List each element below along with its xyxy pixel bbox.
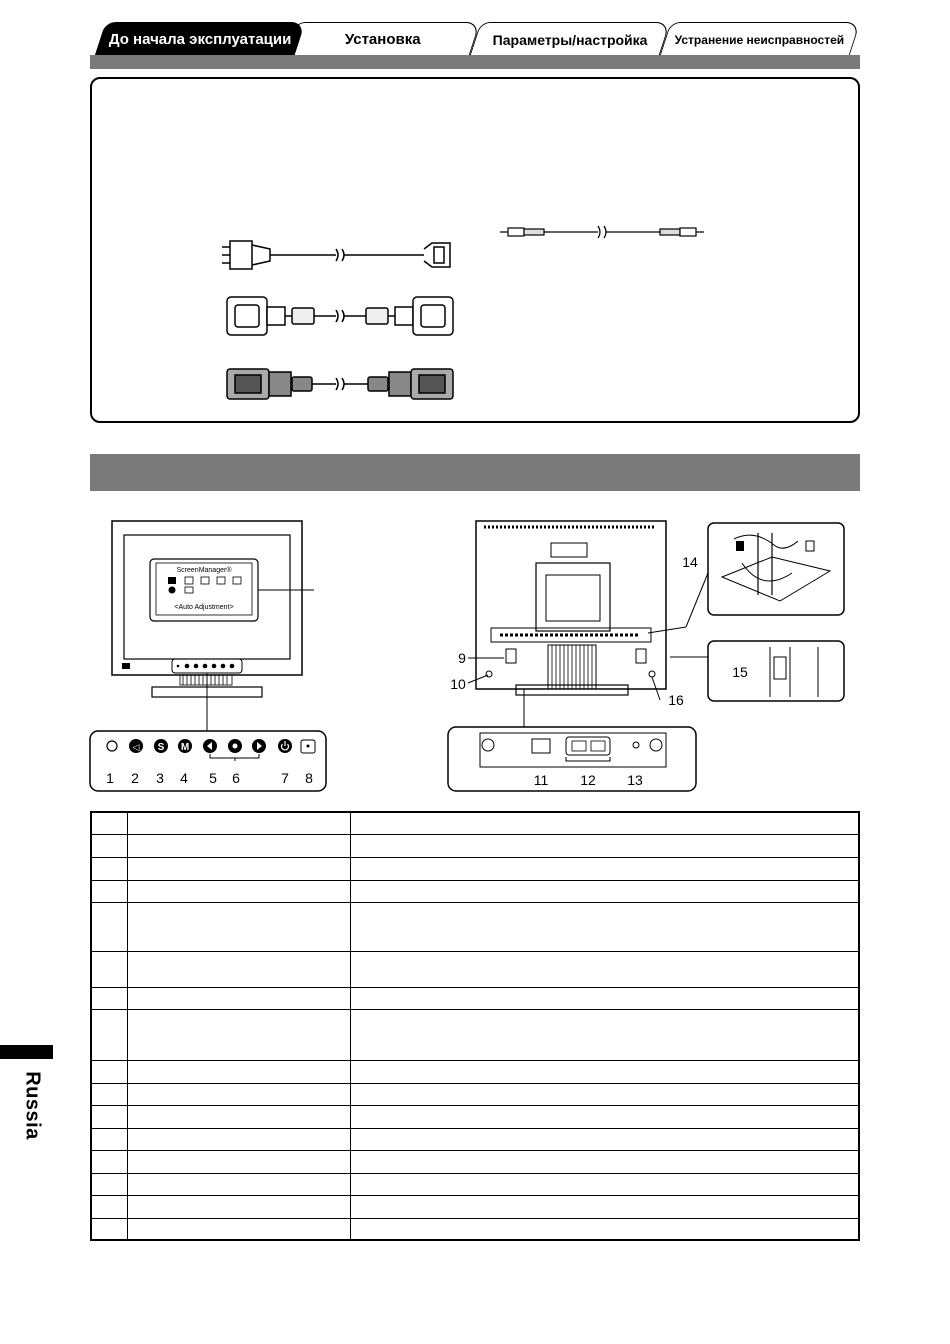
callout-10: 10	[450, 676, 466, 692]
callout-8: 8	[305, 770, 313, 786]
table-row	[91, 951, 859, 987]
power-cord-illustration	[222, 241, 450, 269]
callout-12: 12	[580, 772, 596, 788]
mode-button-icon	[154, 739, 168, 753]
table-row	[91, 1173, 859, 1195]
table-row	[91, 1218, 859, 1240]
rear-connectors-closeup	[448, 689, 696, 791]
monitor-controls-diagram	[0, 505, 950, 805]
table-row	[91, 1105, 859, 1128]
table-row	[91, 857, 859, 880]
table-row	[91, 1195, 859, 1218]
enter-button-icon	[228, 739, 242, 753]
callout-14: 14	[682, 554, 698, 570]
callout-11: 11	[533, 772, 549, 788]
table-row	[91, 1083, 859, 1105]
table-row	[91, 1060, 859, 1083]
tab-settings[interactable]	[469, 22, 670, 56]
accessories-illustration	[92, 79, 862, 425]
tab-troubleshooting[interactable]	[659, 22, 860, 56]
callout-4: 4	[180, 770, 188, 786]
accessories-box	[90, 77, 860, 423]
tab-label: Установка	[344, 31, 421, 48]
tab-label: До начала эксплуатации	[108, 31, 292, 48]
language-side-label	[5, 1066, 55, 1146]
menu-button-icon	[178, 739, 192, 753]
table-row	[91, 987, 859, 1009]
callout-2: 2	[131, 770, 139, 786]
svg-text:M: M	[180, 742, 190, 753]
input-signal-button-icon	[129, 739, 143, 753]
tab-installation[interactable]	[284, 22, 480, 56]
navigation-tabs	[90, 22, 860, 56]
left-arrow-button-icon	[203, 739, 217, 753]
tab-label: Устранение неисправностей	[675, 32, 845, 47]
callout-9: 9	[458, 650, 466, 666]
tab-underline-bar	[90, 55, 860, 69]
tab-label: Параметры/настройка	[492, 31, 648, 48]
audio-cable-illustration	[500, 226, 704, 238]
front-callout-numbers	[106, 770, 313, 786]
control-panel-closeup	[90, 731, 326, 791]
callout-15: 15	[732, 664, 748, 680]
callout-1: 1	[106, 770, 114, 786]
side-marker-bar	[0, 1045, 53, 1059]
table-row	[91, 834, 859, 857]
table-row	[91, 880, 859, 902]
callout-7: 7	[281, 770, 289, 786]
svg-text:◁: ◁	[132, 742, 140, 752]
security-slot-inset	[670, 641, 844, 701]
svg-text:S: S	[157, 742, 165, 753]
table-row	[91, 1128, 859, 1150]
right-arrow-button-icon	[252, 739, 266, 753]
tab-before-use[interactable]	[94, 22, 305, 56]
table-row	[91, 1150, 859, 1173]
callout-6: 6	[232, 770, 240, 786]
controls-table	[90, 811, 860, 1241]
section-header-bar	[90, 454, 860, 491]
table-row	[91, 902, 859, 951]
dsub-cable-illustration	[227, 369, 453, 399]
callout-13: 13	[627, 772, 643, 788]
callout-16: 16	[668, 692, 684, 708]
osd-menu-item: <Auto Adjustment>	[174, 604, 234, 611]
table-row	[91, 812, 859, 834]
callout-3: 3	[156, 770, 164, 786]
dvi-cable-illustration	[227, 297, 453, 335]
monitor-front-view	[112, 521, 314, 731]
monitor-rear-view	[476, 521, 666, 695]
callout-5: 5	[209, 770, 217, 786]
cable-holder-inset	[648, 523, 844, 633]
language-label-text: Russia	[21, 1071, 44, 1140]
table-row	[91, 1009, 859, 1060]
osd-title: ScreenManager®	[176, 567, 232, 574]
power-button-icon	[278, 739, 292, 753]
